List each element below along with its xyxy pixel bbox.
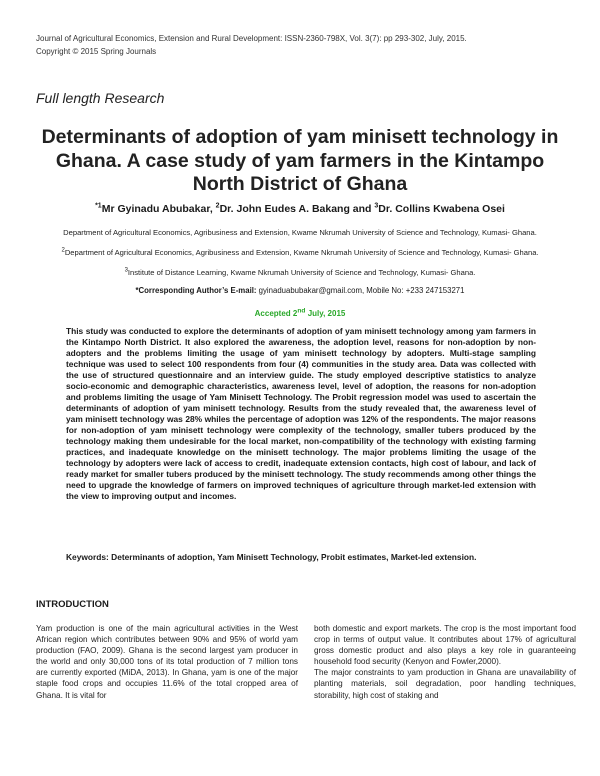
- accepted-prefix: Accepted 2: [254, 309, 298, 318]
- affiliation-sup: 2: [61, 247, 65, 254]
- author-name: Mr Gyinadu Abubakar,: [101, 203, 216, 215]
- affiliation-3: [55, 268, 545, 278]
- paragraph: both domestic and export markets. The crop is the most important food crop in terms of output value. It contributes about 17% of agricultural gross domestic product and also plays a key role in guaranteeing household food security (Kenyon and Fowler,2000).: [314, 624, 576, 667]
- affiliation-sup: 3: [124, 267, 128, 274]
- copyright: Copyright © 2015 Spring Journals: [36, 47, 157, 56]
- accepted-sup: nd: [297, 307, 306, 315]
- authors-line: [40, 203, 560, 215]
- body-column-left: Yam production is one of the main agricultural activities in the West African region which contributes between 90% and 95% of world yam production (FAO, 2009). Ghana is the second largest yam producer in the world and only 30,000 tons of its total production of 7 million tons are currently exported (MiDA, 2013). In Ghana, yam is one of the major staple food crops and occupies 11.6% of the total cropped area of Ghana. It is vital for: [36, 624, 298, 700]
- corresponding-label: *Corresponding Author’s E-mail:: [135, 286, 257, 295]
- section-heading-introduction: INTRODUCTION: [36, 599, 109, 610]
- author-sup: *1: [95, 202, 102, 210]
- accepted-date: [40, 309, 560, 318]
- corresponding-author: [40, 286, 560, 295]
- journal-citation: Journal of Agricultural Economics, Extension and Rural Development: ISSN-2360-798X, Vol. 3(7): pp 293-302, July, 2015.: [36, 34, 467, 43]
- corresponding-email[interactable]: gyinaduabubakar@gmail.com, Mobile No: +233 247153271: [256, 286, 465, 295]
- affiliation-text: Institute of Distance Learning, Kwame Nkrumah University of Science and Technology, Kumasi- Ghana.: [127, 268, 476, 277]
- paper-title: Determinants of adoption of yam minisett technology in Ghana. A case study of yam farmers in the Kintampo North District of Ghana: [41, 126, 559, 195]
- author-name: Dr. Collins Kwabena Osei: [378, 203, 505, 215]
- affiliation-text: Department of Agricultural Economics, Agribusiness and Extension, Kwame Nkrumah University of Science and Technology, Kumasi- Ghana.: [63, 228, 537, 237]
- article-type: Full length Research: [36, 90, 165, 106]
- author-sup: 3: [374, 202, 379, 210]
- author-sup: 2: [215, 202, 220, 210]
- journal-header: [36, 32, 467, 58]
- affiliation-2: [55, 248, 545, 258]
- author-name: Dr. John Eudes A. Bakang and: [219, 203, 375, 215]
- affiliation-text: Department of Agricultural Economics, Agribusiness and Extension, Kwame Nkrumah University of Science and Technology, Kumasi- Ghana.: [64, 248, 539, 257]
- accepted-suffix: July, 2015: [305, 309, 346, 318]
- abstract: This study was conducted to explore the determinants of adoption of yam minisett technology among yam farmers in the Kintampo North District. It also explored the awareness, the adoption level, reasons for non-adoption by non-adopters and the problems limiting the usage of yam minisett technology by adopters. Multi-stage sampling technique was used to select 100 respondents from four (4) communities in the study area. Data was collected with the use of structured questionnaire and an interview guide. The study employed descriptive statistics to analyze socio-economic and demographic characteristics, awareness level, level of adoption, the reasons for non-adoption and problems limiting the usage of Yam Minisett Technology. The Probit regression model was used to ascertain the determinants of adoption of yam minisett technology. Results from the study revealed that, the awareness level of yam minisett technology was 28% whiles the percentage of adoption was 12% of the respondents. The major reasons for non-adoption of yam minisett technology were complexity of the technology, smaller tubers produced by the technology making them undesirable for the local market, non-compatibility of the technology with existing farming practices, and inadequate knowledge on the minisett technology. The major problems limiting the usage of the technology by adopters were lack of access to credit, inadequate extension contacts, high cost of labour, and lack of ready market for smaller tubers produced by the minisett technology. The study recommends among other things the need to upgrade the knowledge of farmers on improved techniques of agriculture through market-led extension with the view to improving output and incomes.: [66, 326, 536, 501]
- body-column-right: [314, 623, 576, 701]
- keywords: Keywords: Determinants of adoption, Yam Minisett Technology, Probit estimates, Market-led extension.: [66, 552, 477, 562]
- affiliation-1: [55, 228, 545, 238]
- paragraph: The major constraints to yam production in Ghana are unavailability of planting materials, soil degradation, poor handling techniques, storability, high cost of staking and: [314, 668, 576, 700]
